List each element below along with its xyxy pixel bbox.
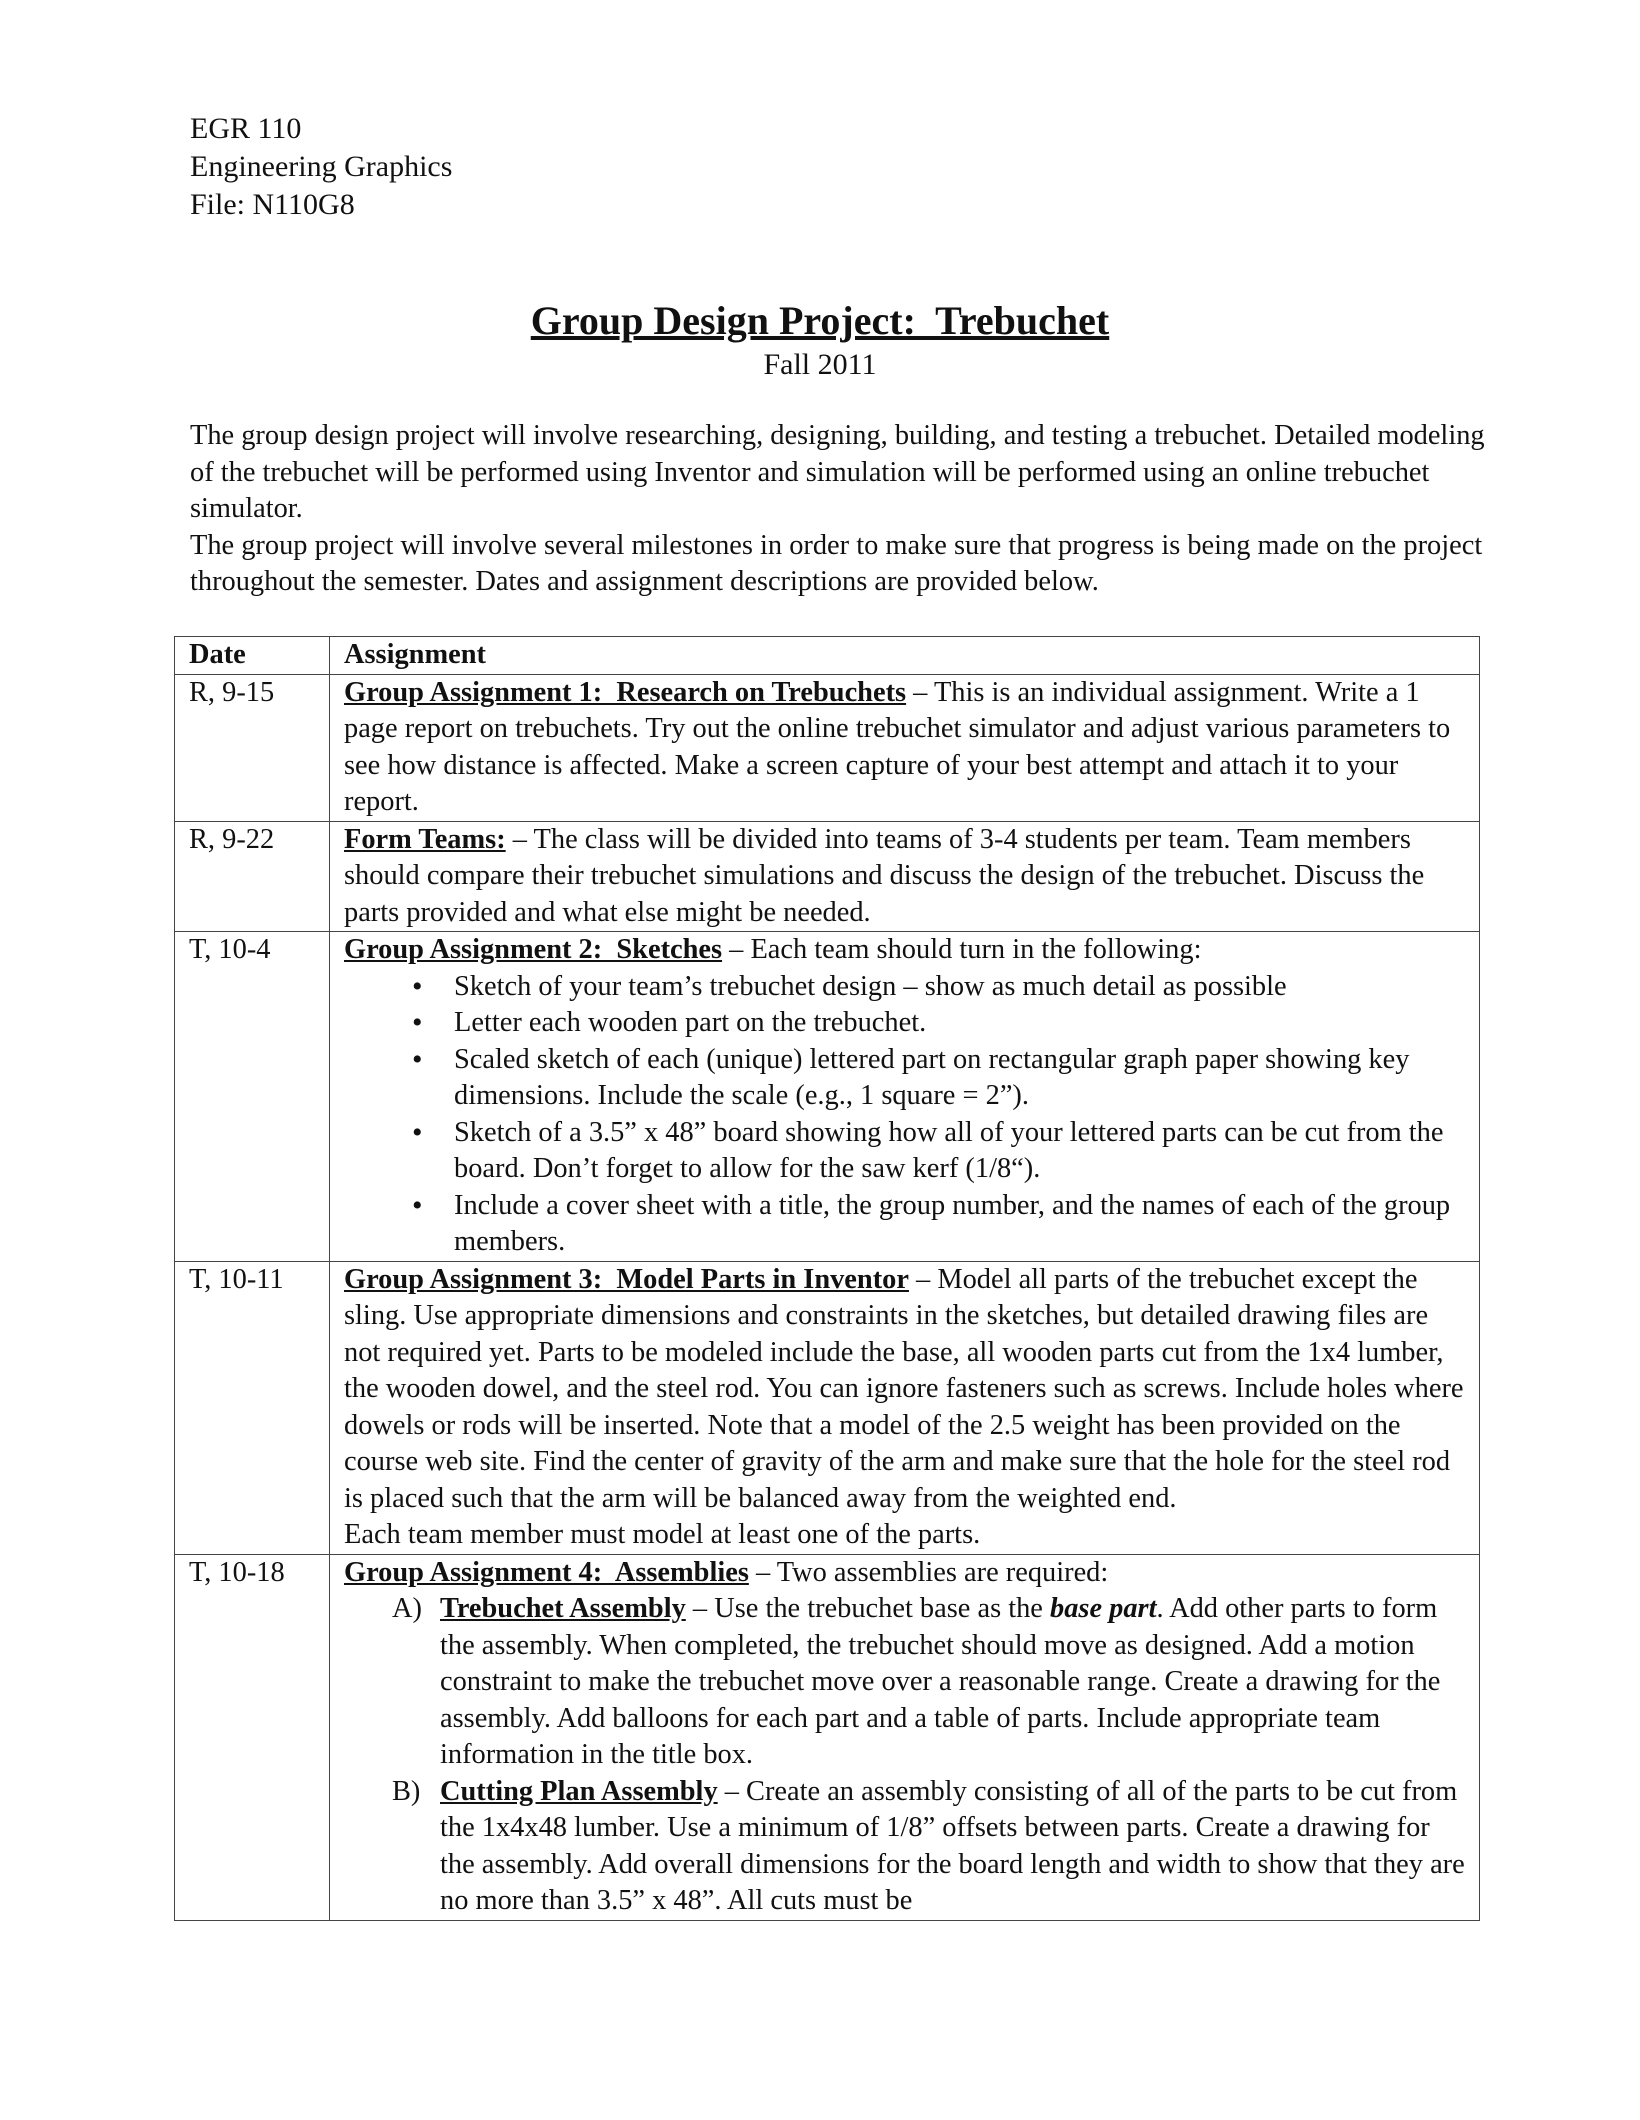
list-marker: A): [392, 1593, 422, 1624]
deliverables-list: [344, 969, 1467, 1261]
table-header-row: [175, 637, 1480, 675]
list-item: • Sketch of your team’s trebuchet design – show as much detail as possible: [454, 969, 1467, 1006]
assignment-heading: Group Assignment 4: Assemblies: [344, 1556, 749, 1588]
table-row: [175, 1261, 1480, 1554]
table-row: [175, 674, 1480, 821]
row-assignment: [330, 932, 1480, 1262]
item-text: – Use the trebuchet base as the: [685, 1593, 1051, 1624]
list-marker: B): [392, 1775, 421, 1807]
assembly-list: [344, 1591, 1467, 1920]
row-date: T, 10-4: [175, 932, 330, 1262]
course-code: EGR 110: [190, 112, 302, 145]
table-row: [175, 1554, 1480, 1920]
row-assignment: [330, 1554, 1480, 1920]
assignment-text: – Model all parts of the trebuchet except the sling. Use appropriate dimensions and constraints in the sketches, but detailed drawing files are not required yet. Parts to be modeled include the base, all wooden parts cut from the 1x4 lumber, the wooden dowel, and the steel rod. You can ignore fasteners such as screws. Include holes where dowels or rods will be inserted. Note that a model of the 2.5 weight has been provided on the course web site. Find the center of gravity of the arm and make sure that the hole for the steel rod is placed such that the arm will be balanced away from the weighted end.: [344, 1263, 1464, 1514]
row-assignment: [330, 674, 1480, 821]
date-column-header: Date: [175, 637, 330, 675]
list-item: • Letter each wooden part on the trebuchet.: [454, 1005, 1467, 1042]
table-row: [175, 821, 1480, 932]
document-header: [190, 110, 452, 224]
list-item: [392, 1591, 1467, 1774]
list-item: • Sketch of a 3.5” x 48” board showing how all of your lettered parts can be cut from the board. Don’t forget to allow for the saw kerf (1/8“).: [454, 1115, 1467, 1188]
file-name: File: N110G8: [190, 188, 355, 221]
row-assignment: [330, 821, 1480, 932]
intro-paragraph: The group project will involve several milestones in order to make sure that progress is being made on the project throughout the semester. Dates and assignment descriptions are provided below.: [190, 529, 1483, 597]
page-subtitle: Fall 2011: [763, 348, 877, 381]
row-date: T, 10-18: [175, 1554, 330, 1920]
list-item: • Scaled sketch of each (unique) lettered part on rectangular graph paper showing key dimensions. Include the scale (e.g., 1 square = 2”).: [454, 1042, 1467, 1115]
list-item: • Include a cover sheet with a title, the group number, and the names of each of the group members.: [454, 1188, 1467, 1261]
assignment-heading: Group Assignment 3: Model Parts in Inventor: [344, 1263, 909, 1295]
item-heading: Trebuchet Assembly: [440, 1593, 686, 1624]
assignment-note: Each team member must model at least one of the parts.: [344, 1519, 981, 1550]
row-date: R, 9-22: [175, 821, 330, 932]
assignment-text: – This is an individual assignment. Write a 1 page report on trebuchets. Try out the online trebuchet simulator and adjust various parameters to see how distance is affected. Make a screen capture of your best attempt and attach it to your report.: [344, 676, 1451, 817]
schedule-table: [174, 636, 1480, 1921]
item-heading: Cutting Plan Assembly: [440, 1775, 718, 1807]
assignment-column-header: Assignment: [330, 637, 1480, 675]
list-item: [392, 1774, 1467, 1920]
assignment-text: – The class will be divided into teams of 3-4 students per team. Team members should compare their trebuchet simulations and discuss the design of the trebuchet. Discuss the parts provided and what else might be needed.: [344, 823, 1425, 928]
row-date: T, 10-11: [175, 1261, 330, 1554]
title-block: [0, 296, 1640, 384]
assignment-text: – Two assemblies are required:: [748, 1556, 1109, 1588]
assignment-heading: Group Assignment 1: Research on Trebuchets: [344, 676, 907, 708]
page-title: Group Design Project: Trebuchet: [530, 298, 1110, 343]
assignment-text: – Each team should turn in the following:: [722, 934, 1202, 965]
assignment-heading: Form Teams:: [344, 823, 506, 855]
course-subject: Engineering Graphics: [190, 150, 453, 183]
assignment-heading: Group Assignment 2: Sketches: [344, 934, 723, 965]
intro-text: [190, 418, 1490, 601]
item-emphasis: base part: [1050, 1593, 1157, 1624]
item-text: – Create an assembly consisting of all of the parts to be cut from the 1x4x48 lumber. Use a minimum of 1/8” offsets between parts. Create a drawing for the assembly. Add overall dimensions for the board length and width to show that they are no more than 3.5” x 48”. All cuts must be: [440, 1775, 1465, 1916]
item-text: . Add other parts to form the assembly. When completed, the trebuchet should move as designed. Add a motion constraint to make the trebuchet move over a reasonable range. Create a drawing for the assembly. Add balloons for each part and a table of parts. Include appropriate team information in the title box.: [440, 1593, 1441, 1770]
row-date: R, 9-15: [175, 674, 330, 821]
table-row: [175, 932, 1480, 1262]
intro-paragraph: The group design project will involve researching, designing, building, and testing a trebuchet. Detailed modeling of the trebuchet will be performed using Inventor and simulation will be performed using an online trebuchet simulator.: [190, 420, 1485, 524]
row-assignment: [330, 1261, 1480, 1554]
